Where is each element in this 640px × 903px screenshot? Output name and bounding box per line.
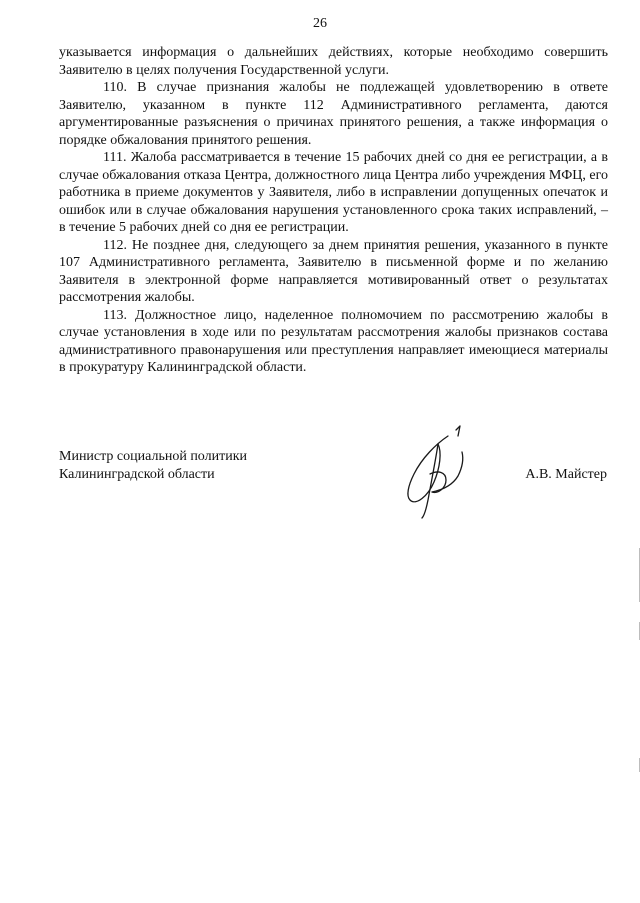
- signature-block: [59, 448, 608, 508]
- page-number: 26: [313, 16, 327, 31]
- paragraph-111: 111. Жалоба рассматривается в течение 15 рабочих дней со дня ее регистрации, а в случае обжалования отказа Центра, должностного лица Центра либо учреждения МФЦ, его работника в приеме документов у Заявителя, либо в исправлении допущенных опечаток и ошибок или в случае обжалования нарушения установленного срока таких исправлений, – в течение 5 рабочих дней со дня ее регистрации.: [59, 150, 608, 235]
- document-body: [59, 44, 608, 377]
- signatory-name: А.В. Майстер: [525, 467, 607, 482]
- signatory-position-line-1: Министр социальной политики: [59, 449, 248, 464]
- paragraph-continuation: указывается информация о дальнейших действиях, которые необходимо совершить Заявителю в целях получения Государственной услуги.: [59, 45, 608, 78]
- signatory-position: [59, 448, 247, 484]
- handwritten-signature-icon: [392, 422, 482, 522]
- signatory-position-line-2: Калининградской области: [59, 467, 215, 482]
- paragraph-110: 110. В случае признания жалобы не подлежащей удовлетворению в ответе Заявителю, указанном в пункте 112 Административного регламента, даются аргументированные разъяснения о причинах принятого решения, а также информация о порядке обжалования принятого решения.: [59, 80, 608, 148]
- paragraph-113: 113. Должностное лицо, наделенное полномочием по рассмотрению жалобы в случае установления в ходе или по результатам рассмотрения жалобы признаков состава административного правонарушения или преступления направляет имеющиеся материалы в прокуратуру Калининградской области.: [59, 307, 608, 375]
- paragraph-112: 112. Не позднее дня, следующего за днем принятия решения, указанного в пункте 107 Административного регламента, Заявителю в письменной форме и по желанию Заявителя в электронной форме направляется мотивированный ответ о результатах рассмотрения жалобы.: [59, 237, 608, 305]
